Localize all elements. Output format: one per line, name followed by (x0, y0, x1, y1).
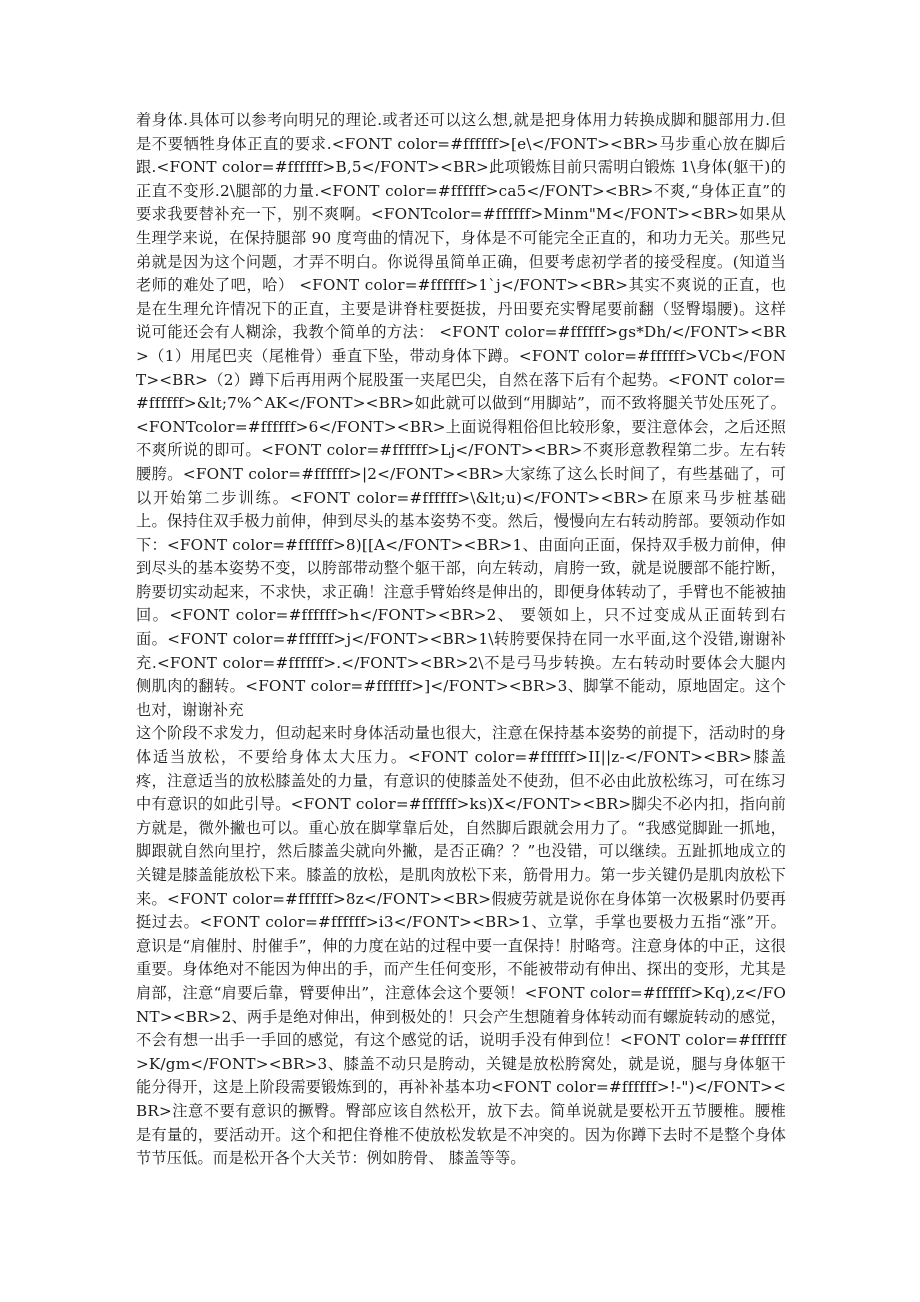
document-page (136, 109, 786, 1171)
body-paragraph: 这个阶段不求发力，但动起来时身体活动量也很大，注意在保持基本姿势的前提下，活动时的身体适当放松，不要给身体太大压力。<FONT color=#ffffff>II||z-</FONT><BR>膝盖疼，注意适当的放松膝盖处的力量，有意识的使膝盖处不使劲，但不必由此放松练习，可在练习中有意识的如此引导。<FONT color=#ffffff>ks)X</FONT><BR>脚尖不必内扣，指向前方就是，微外撇也可以。重心放在脚掌靠后处，自然脚后跟就会用力了。“我感觉脚趾一抓地，脚跟就自然向里拧，然后膝盖尖就向外撇，是否正确？？”也没错，可以继续。五趾抓地成立的关键是膝盖能放松下来。膝盖的放松，是肌肉放松下来，筋骨用力。第一步关键仍是肌肉放松下来。<FONT color=#ffffff>8z</FONT><BR>假疲劳就是说你在身体第一次极累时仍要再挺过去。<FONT color=#ffffff>i3</FONT><BR>1、立掌，手掌也要极力五指“涨”开。意识是“肩催肘、肘催手”，伸的力度在站的过程中要一直保持！肘略弯。注意身体的中正，这很重要。身体绝对不能因为伸出的手，而产生任何变形，不能被带动有伸出、探出的变形，尤其是肩部，注意“肩要后靠，臂要伸出”，注意体会这个要领！<FONT color=#ffffff>Kq),z</FONT><BR>2、两手是绝对伸出，伸到极处的！只会产生想随着身体转动而有螺旋转动的感觉，不会有想一出手一手回的感觉，有这个感觉的话，说明手没有伸到位！<FONT color=#ffffff>K/gm</FONT><BR>3、膝盖不动只是胯动，关键是放松胯窝处，就是说，腿与身体躯干能分得开，这是上阶段需要锻炼到的，再补补基本功<FONT color=#ffffff>!-")</FONT><BR>注意不要有意识的撅臀。臀部应该自然松开，放下去。简单说就是要松开五节腰椎。腰椎是有量的，要活动开。这个和把住脊椎不使放松发软是不冲突的。因为你蹲下去时不是整个身体节节压低。而是松开各个大关节：例如胯骨、 膝盖等等。 (136, 724, 786, 1168)
body-paragraph: 着身体.具体可以参考向明兄的理论.或者还可以这么想,就是把身体用力转换成脚和腿部用力.但是不要牺牲身体正直的要求.<FONT color=#ffffff>[e\</FONT><BR>马步重心放在脚后跟.<FONT color=#ffffff>B,5</FONT><BR>此项锻炼目前只需明白锻炼 1\身体(躯干)的正直不变形.2\腿部的力量.<FONT color=#ffffff>ca5</FONT><BR>不爽,“身体正直”的要求我要替补充一下，别不爽啊。<FONTcolor=#ffffff>Minm"M</FONT><BR>如果从生理学来说，在保持腿部 90 度弯曲的情况下，身体是不可能完全正直的，和功力无关。那些兄弟就是因为这个问题，才弄不明白。你说得虽简单正确，但要考虑初学者的接受程度。(知道当老师的难处了吧，哈） <FONT color=#ffffff>1`j</FONT><BR>其实不爽说的正直，也是在生理允许情况下的正直，主要是讲脊柱要挺拔，丹田要充实臀尾要前翻（竖臀塌腰)。这样说可能还会有人糊涂，我教个简单的方法： <FONT color=#ffffff>gs*Dh/</FONT><BR>（1）用尾巴夹（尾椎骨）垂直下坠，带动身体下蹲。<FONT color=#ffffff>VCb</FONT><BR>（2）蹲下后再用两个屁股蛋一夹尾巴尖，自然在落下后有个起势。<FONT color=#ffffff>&lt;7%^AK</FONT><BR>如此就可以做到“用脚站”，而不致将腿关节处压死了。<FONTcolor=#ffffff>6</FONT><BR>上面说得粗俗但比较形象，要注意体会，之后还照不爽所说的即可。<FONT color=#ffffff>Lj</FONT><BR>不爽形意教程第二步。左右转腰胯。<FONT color=#ffffff>|2</FONT><BR>大家练了这么长时间了，有些基础了，可以开始第二步训练。<FONT color=#ffffff>\&lt;u)</FONT><BR>在原来马步桩基础上。保持住双手极力前伸，伸到尽头的基本姿势不变。然后，慢慢向左右转动胯部。要领动作如下：<FONT color=#ffffff>8)[[A</FONT><BR>1、由面向正面，保持双手极力前伸，伸到尽头的基本姿势不变，以胯部带动整个躯干部，向左转动，肩胯一致，就是说腰部不能拧断，胯要切实动起来，不求快，求正确！注意手臂始终是伸出的，即便身体转动了，手臂也不能被抽回。<FONT color=#ffffff>h</FONT><BR>2、 要领如上，只不过变成从正面转到右面。<FONT color=#ffffff>j</FONT><BR>1\转胯要保持在同一水平面,这个没错,谢谢补充.<FONT color=#ffffff>.</FONT><BR>2\不是弓马步转换。左右转动时要体会大腿内侧肌肉的翻转。<FONT color=#ffffff>]</FONT><BR>3、脚掌不能动，原地固定。这个也对，谢谢补充 (136, 111, 786, 719)
